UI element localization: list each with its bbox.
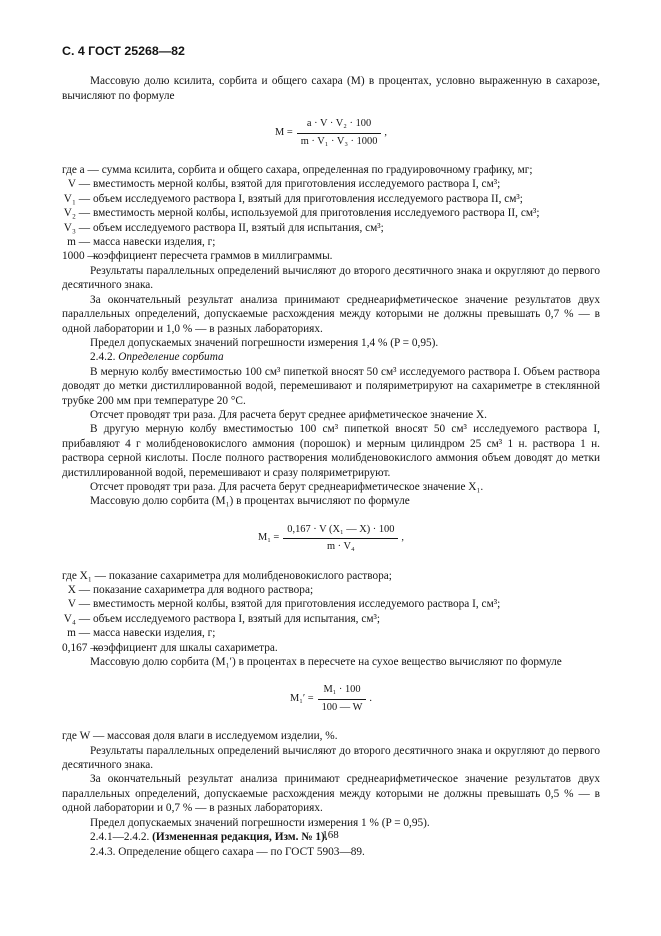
formula-m1-prime-denominator: 100 — W <box>321 701 363 713</box>
definition-term: V₂ — <box>63 207 90 220</box>
definition-term: X — <box>67 584 90 596</box>
definitions-m1 <box>62 569 600 655</box>
definition-term: 1000 — <box>62 250 99 263</box>
section-heading-2-4-2 <box>62 350 600 364</box>
paragraph-reading-2: Отсчет проводят три раза. Для расчета берут среднеарифметическое значение X₁. <box>90 480 484 493</box>
formula-m1-prime-tail: . <box>369 693 372 705</box>
definitions-m <box>62 163 600 264</box>
definition-text: показание сахариметра для водного раствора; <box>93 584 314 596</box>
paragraph-reading-1: Отсчет проводят три раза. Для расчета берут среднее арифметическое значение X. <box>90 408 487 421</box>
definition-text: вместимость мерной колбы, взятой для приготовления исследуемого раствора I, см³; <box>93 598 501 611</box>
definition-term: m — <box>67 236 90 249</box>
definition-text: коэффициент пересчета граммов в миллиграммы. <box>93 250 333 263</box>
formula-m-numerator: a · V · V₂ · 100 <box>297 117 382 133</box>
definition-term: V₃ — <box>63 221 90 234</box>
definition-term: где a — <box>62 164 99 177</box>
definition-row <box>62 163 600 177</box>
paragraph-results-1: Результаты параллельных определений вычисляют до второго десятичного знака и округляют до первого десятичного знака. <box>62 264 600 292</box>
definition-term: 0,167 — <box>62 641 102 654</box>
paragraph-m1-intro: Массовую долю сорбита (M₁) в процентах вычисляют по формуле <box>90 495 410 508</box>
definition-row <box>62 177 600 191</box>
definition-text: объем исследуемого раствора I, взятый для испытания, см³; <box>93 612 381 625</box>
definition-text: вместимость мерной колбы, взятой для приготовления исследуемого раствора I, см³; <box>93 178 501 191</box>
formula-m1-denominator: m · V₄ <box>327 541 355 553</box>
paragraph-limit-2: Предел допускаемых значений погрешности измерения 1 % (P = 0,95). <box>90 816 430 829</box>
definition-term: V₄ — <box>63 612 90 625</box>
formula-m <box>62 117 600 149</box>
formula-m1-prime <box>62 683 600 715</box>
page-number: 168 <box>322 829 339 841</box>
definition-text: масса навески изделия, г; <box>93 236 216 249</box>
paragraph-final-2: За окончательный результат анализа принимают среднеарифметическое значение результатов двух параллельных определений, допускаемые расхождения между которыми не должны превышать 0,5 % — в одной лаборатории и 0,7 % — в разных лабораториях. <box>62 773 600 815</box>
definition-row <box>62 206 600 220</box>
formula-m-fraction <box>297 117 382 149</box>
amendment-clauses: 2.4.1—2.4.2. <box>90 831 150 844</box>
definition-text: показание сахариметра для молибденовокислого раствора; <box>108 569 392 582</box>
definition-row <box>62 249 600 263</box>
definition-row <box>62 192 600 206</box>
formula-m1-lhs: M₁ = <box>257 532 280 544</box>
document-page <box>62 44 600 859</box>
paragraph-sorbitol-2: В другую мерную колбу вместимостью 100 см³ пипеткой вносят 50 см³ исследуемого раствора I, прибавляют 4 г молибденовокислого аммония (порошок) и мерным цилиндром 25 см³ 1 н. раствора 1 н. раствора серной кислоты. После полного растворения молибденовокислого аммония объем доводят до метки дистиллированной водой, перемешивают и сразу поляриметрируют. <box>62 423 600 479</box>
paragraph-final-1: За окончательный результат анализа принимают среднеарифметическое значение результатов двух параллельных определений, допускаемые расхождения между которыми не должны превышать 0,7 % — в одной лаборатории и 1,0 % — в разных лабораториях. <box>62 293 600 335</box>
paragraph-2-4-3: 2.4.3. Определение общего сахара — по ГОСТ 5903—89. <box>90 845 365 858</box>
formula-m-denominator: m · V₁ · V₃ · 1000 <box>300 135 378 147</box>
formula-m1 <box>62 523 600 555</box>
definition-row <box>62 221 600 235</box>
formula-m-lhs: M = <box>274 126 293 138</box>
definition-row <box>62 583 600 597</box>
formula-m1-numerator: 0,167 · V (X₁ — X) · 100 <box>283 523 398 539</box>
paragraph-intro: Массовую долю ксилита, сорбита и общего сахара (M) в процентах, условно выраженную в сахарозе, вычисляют по формуле <box>62 75 600 102</box>
definition-term: где X₁ — <box>62 569 106 582</box>
definition-text: масса навески изделия, г; <box>93 627 216 640</box>
amendment-note: (Измененная редакция, Изм. № 1). <box>152 831 328 844</box>
page-header: С. 4 ГОСТ 25268—82 <box>62 44 185 58</box>
formula-m1-prime-numerator: M₁ · 100 <box>318 683 367 699</box>
definition-row <box>62 612 600 626</box>
formula-m-tail: , <box>384 126 388 138</box>
formula-m1-tail: , <box>401 532 405 544</box>
definition-w: где W — массовая доля влаги в исследуемом изделии, %. <box>62 730 338 743</box>
definition-text: сумма ксилита, сорбита и общего сахара, определенная по градуировочному графику, мг; <box>101 164 533 177</box>
definition-term: V₁ — <box>63 192 90 205</box>
paragraph-sorbitol-1: В мерную колбу вместимостью 100 см³ пипеткой вносят 50 см³ исследуемого раствора I. Объем раствора доводят до метки дистиллированной водой, перемешивают и поляриметрируют на сахариметре в стеклянной трубке 200 мм при температуре 20 °С. <box>62 365 600 407</box>
definition-row <box>62 626 600 640</box>
definition-row <box>62 597 600 611</box>
definition-row <box>62 569 600 583</box>
formula-m1-prime-lhs: M₁′ = <box>290 693 314 705</box>
formula-m1-fraction <box>283 523 398 555</box>
formula-m1-prime-fraction <box>318 683 367 715</box>
definition-text: объем исследуемого раствора I, взятый для приготовления исследуемого раствора II, см³; <box>93 192 523 205</box>
section-title: Определение сорбита <box>118 351 224 364</box>
definition-term: m — <box>67 627 90 640</box>
definition-text: коэффициент для шкалы сахариметра. <box>93 641 278 654</box>
paragraph-results-2: Результаты параллельных определений вычисляют до второго десятичного знака и округляют до первого десятичного знака. <box>62 744 600 772</box>
paragraph-limit-1: Предел допускаемых значений погрешности измерения 1,4 % (P = 0,95). <box>90 336 439 349</box>
definition-term: V — <box>67 178 90 191</box>
definition-term: V — <box>67 598 90 611</box>
section-number: 2.4.2. <box>90 351 116 364</box>
definition-text: объем исследуемого раствора II, взятый для испытания, см³; <box>93 221 384 234</box>
definition-row <box>62 235 600 249</box>
definition-text: вместимость мерной колбы, используемой для приготовления исследуемого раствора II, см³; <box>93 207 540 220</box>
definition-row <box>62 641 600 655</box>
paragraph-m1-prime-intro: Массовую долю сорбита (M₁′) в процентах в пересчете на сухое вещество вычисляют по формуле <box>90 656 562 669</box>
